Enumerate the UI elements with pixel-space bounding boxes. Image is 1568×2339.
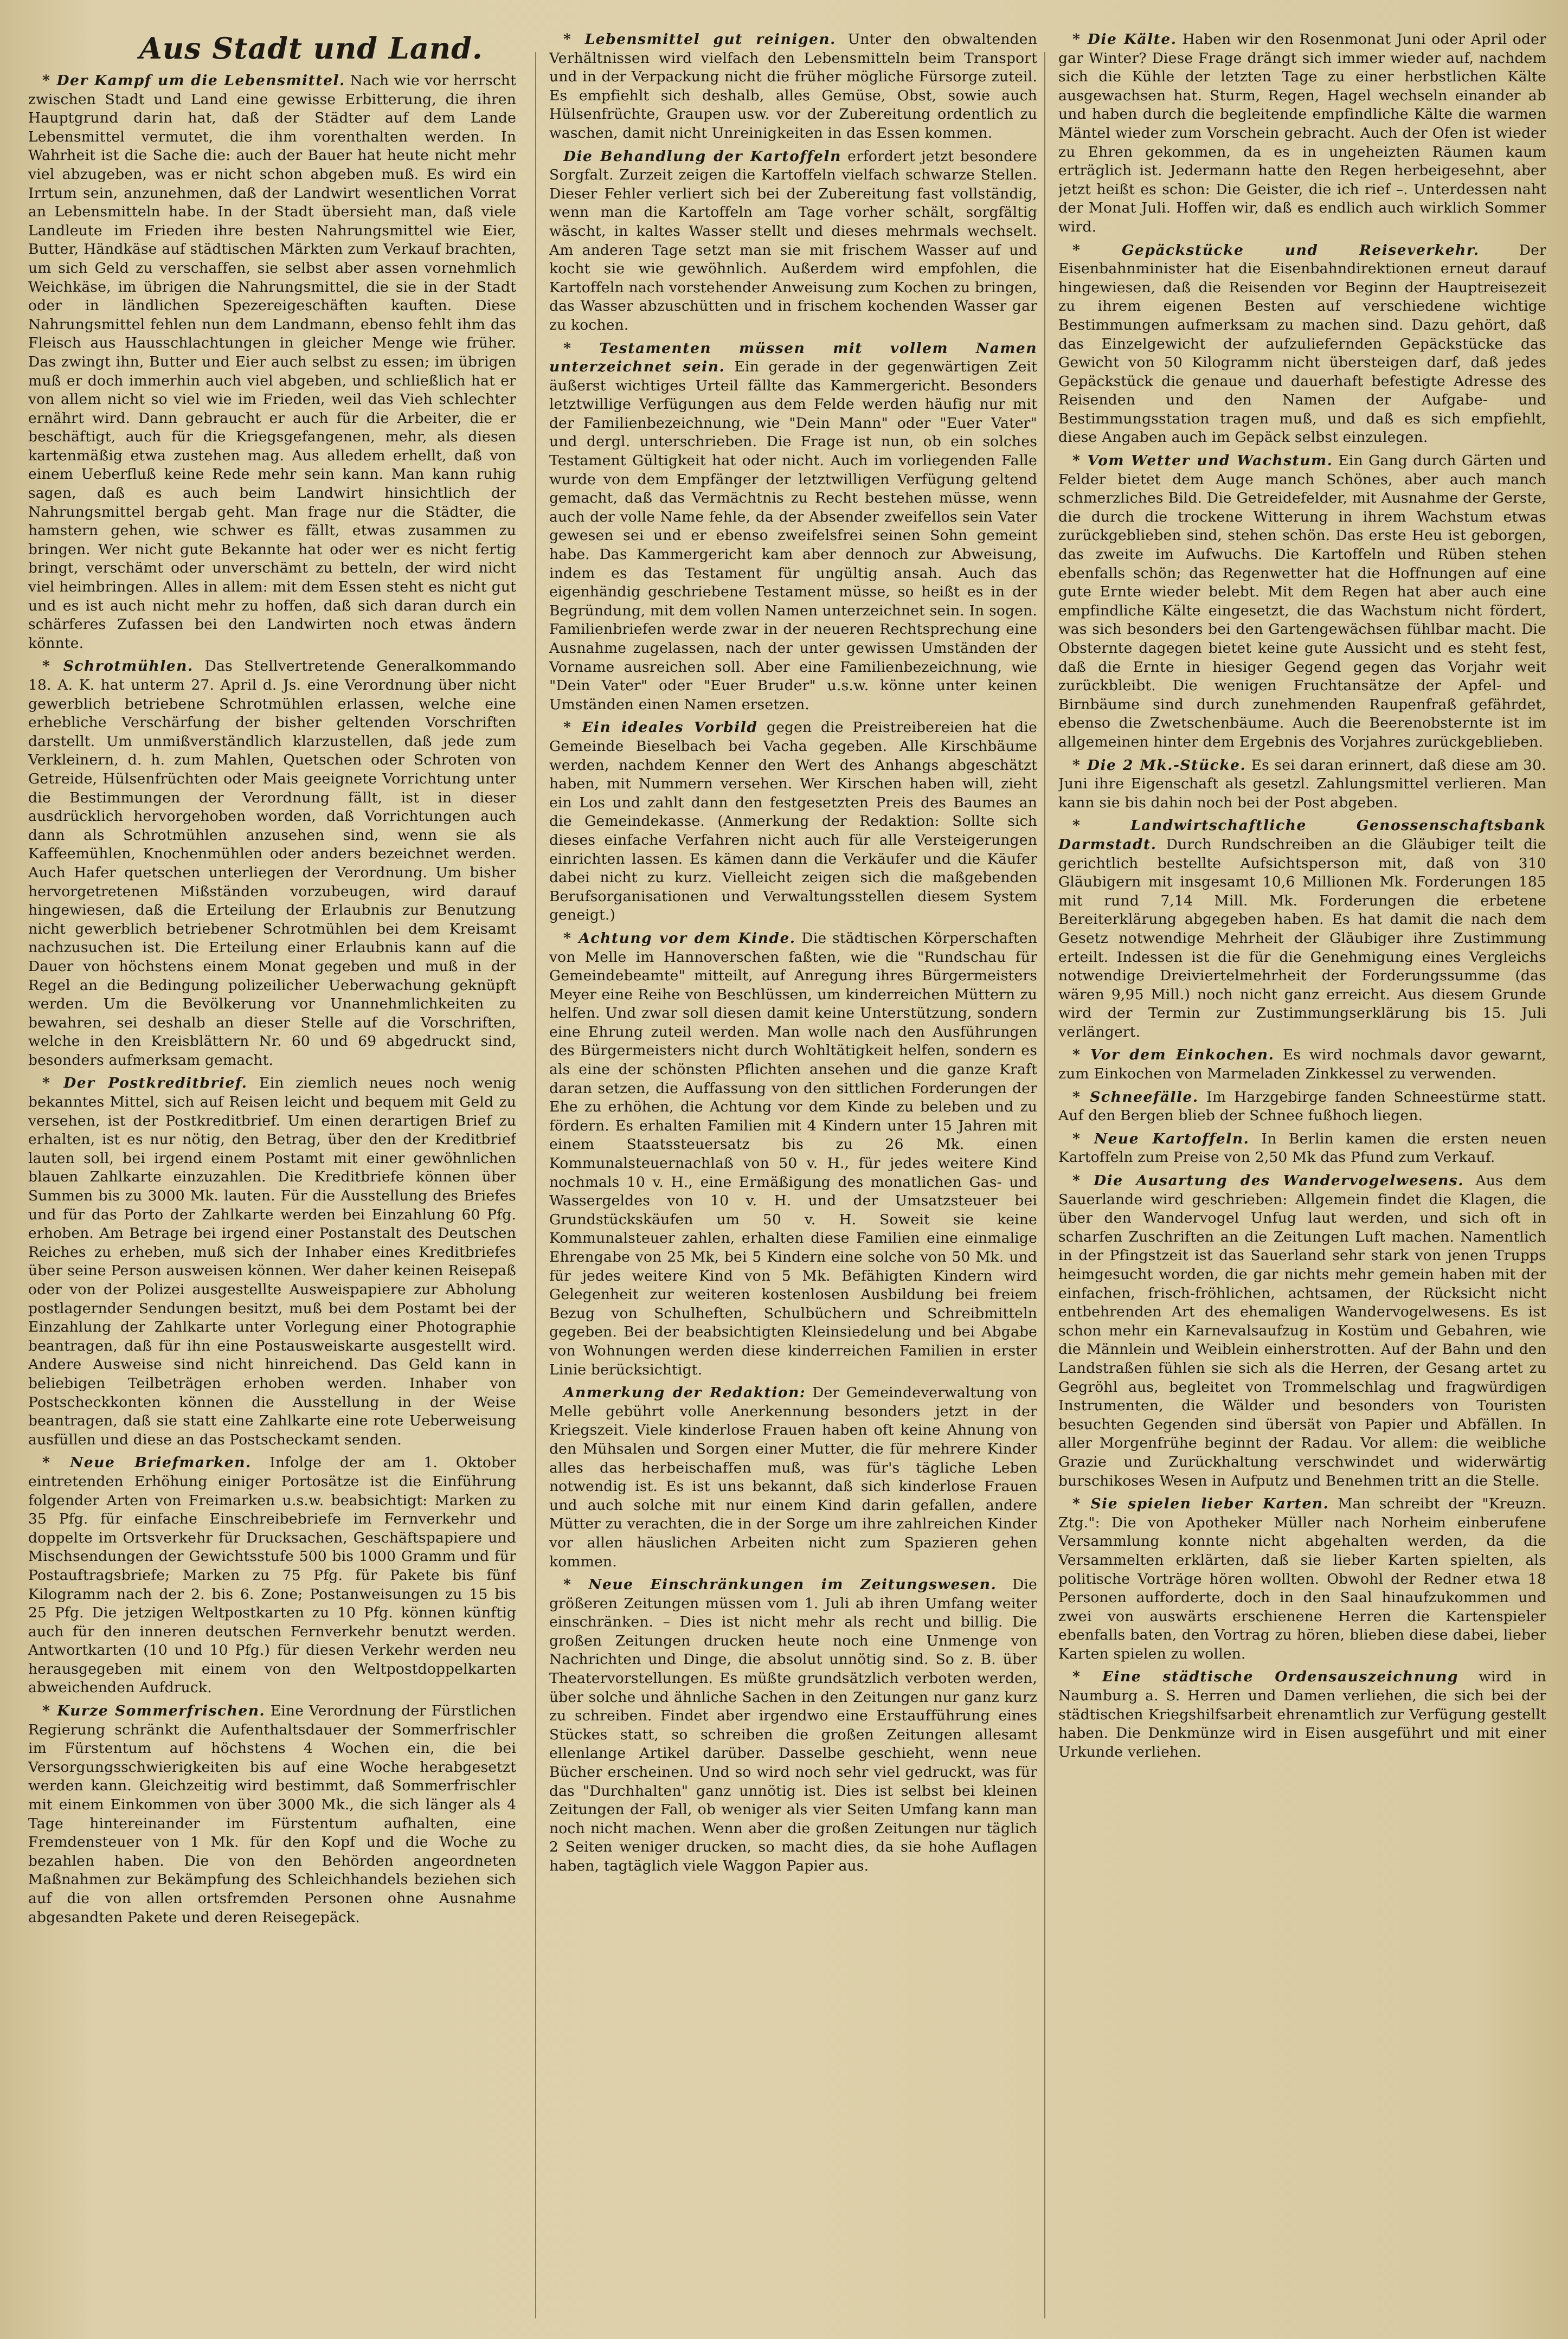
article-body: Durch Rundschreiben an die Gläubiger teilt die gerichtlich bestellte Aufsichtsperson mit, daß von 310 Gläubigern mit insgesamt 10,6 Millionen Mk. Forderungen 185 mit rund 7,14 Mill. Mk. Forderungen die erbetene Bereiterklärung abgegeben haben. Es hat damit die nach dem Gesetz notwendige Mehrheit der Gläubiger ihre Zustimmung erteilt. Indessen ist die für die Genehmigung eines Vergleichs notwendige Dreiviertelmehrheit der Forderungssumme (das wären 9,95 Mill.) noch nicht ganz erreicht. Aus diesem Grunde wird der Termin zur Zustimmungserklärung bis 15. Juli verlängert. [1058,836,1546,1040]
article-body: Die städtischen Körperschaften von Melle im Hannoverschen faßten, wie die "Rundschau für Gemeindebeamte" mitteilt, auf Anregung ihres Bürgermeisters Meyer eine Reihe von Beschlüssen, um kinderreichen Müttern zu helfen. Und zwar soll diesen damit keine Unterstützung, sondern eine Ehrung zuteil werden. Man wolle nach den Ausführungen des Bürgermeisters nicht durch Wohltätigkeit helfen, sondern es als eine der schönsten Pflichten ansehen und die ganze Kraft daran setzen, die Auffassung von den sittlichen Forderungen der Ehe zu erhöhen, die Achtung vor dem Kinde zu beleben und zu fördern. Es erhalten Familien mit 4 Kindern unter 15 Jahren mit einem Staatssteuersatz bis zu 26 Mk. einen Kommunalsteuernachlaß von 50 v. H., für jedes weitere Kind nochmals 10 v. H., eine Ermäßigung des monatlichen Gas- und Wassergeldes von 10 v. H. und der Umsatzsteuer bei Grundstückskäufen um 50 v. H. Soweit sie keine Kommunalsteuer zahlen, erhalten diese Familien eine einmalige Ehrengabe von 25 Mk, bei 5 Kindern eine solche von 50 Mk. und für jedes weitere Kind von 5 Mk. Befähigten Kindern wird Gelegenheit zur weiteren kostenlosen Ausbildung bei freiem Bezug von Schulheften, Schulbüchern und Schreibmitteln gegeben. Bei der beabsichtigten Kleinsiedelung und bei Abgabe von Wohnungen werden diese kinderreichen Familien in erster Linie berücksichtigt. [549,929,1037,1378]
article [549,718,1037,925]
section-heading: Aus Stadt und Land. [139,31,483,66]
article [549,929,1037,1379]
article-title: * Die 2 Mk.-Stücke. [1072,756,1246,774]
article-title: * Der Postkreditbrief. [42,1075,248,1092]
article-body: Der Eisenbahnminister hat die Eisenbahndirektionen erneut darauf hingewiesen, daß die Reisenden vor Beginn der Hauptreisezeit zu ihrem eigenen Besten auf verschiedene wichtige Bestimmungen aufmerksam zu machen sind. Dazu gehört, daß das Einzelgewicht der aufzuliefernden Gepäckstücke das Gewicht von 50 Kilogramm nicht übersteigen darf, daß jedes Gepäckstück die genaue und dauerhaft befestigte Adresse des Reisenden und den Namen der Aufgabe- und Bestimmungsstation tragen muß, und daß es sich empfiehlt, diese Angaben auch im Gepäck selbst einzulegen. [1058,241,1546,446]
article [1058,1046,1546,1083]
article [549,147,1037,335]
article-body: Haben wir den Rosenmonat Juni oder April oder gar Winter? Diese Frage drängt sich immer wieder auf, nachdem sich die Kühle der letzten Tage zu einer herbstlichen Kälte ausgewachsen hat. Sturm, Regen, Hagel wechseln einander ab und haben durch die begleitende empfindliche Kälte die warmen Mäntel wieder zum Vorschein gebracht. Auch der Ofen ist wieder zu Ehren gekommen, da es in ungeheizten Räumen kaum erträglich ist. Jedermann hatte den Regen herbeigesehnt, aber jetzt heißt es schon: Die Geister, die ich rief –. Unterdessen naht der Monat Juli. Hoffen wir, daß es endlich auch wirklich Sommer wird. [1058,31,1546,235]
article [1058,241,1546,448]
article [1058,1172,1546,1490]
article-title: * Sie spielen lieber Karten. [1072,1495,1329,1513]
article-title: * Vor dem Einkochen. [1072,1046,1275,1064]
article-title: * Gepäckstücke und Reiseverkehr. [1072,241,1480,259]
article-body: Aus dem Sauerlande wird geschrieben: Allgemein findet die Klagen, die über den Wandervogel Unfug laut werden, und sich oft in scharfen Zuschriften an die Zeitungen Luft machen. Namentlich in der Pfingstzeit ist das Sauerland sehr stark von jenen Trupps heimgesucht worden, die gar nichts mehr gemein haben mit der einfachen, frisch-fröhlichen, achtsamen, der Rücksicht nicht entbehrenden Art des ehemaligen Wandervogelwesens. Es ist schon mehr ein Karnevalsaufzug in Kostüm und Gebahren, wie die Männlein und Weiblein einherstrotten. Auf der Bahn und den Landstraßen fühlen sie sich als die Herren, der Gesang artet zu Gegröhl aus, begleitet von Trommelschlag und fragwürdigen Instrumenten, die Wälder und besonders von Touristen besuchten Gegenden sind übersät von Papier und Abfällen. In aller Morgenfrühe beginnt der Radau. Vor allem: die weibliche Grazie und Zurückhaltung verschwindet und widerwärtig burschikoses Wesen in Aufputz und Benehmen tritt an die Stelle. [1058,1172,1546,1489]
column-divider [1044,52,1045,2318]
article-title: * Achtung vor dem Kinde. [563,929,796,947]
article-body: erfordert jetzt besondere Sorgfalt. Zurzeit zeigen die Kartoffeln vielfach schwarze Stellen. Dieser Fehler verliert sich bei der Zubereitung fast vollständig, wenn man die Kartoffeln am Tage vorher schält, sorgfältig wäscht, in kaltes Wasser stellt und dieses mehrmals wechselt. Am anderen Tage setzt man sie mit frischem Wasser auf und kocht sie wie gewöhnlich. Außerdem wird empfohlen, die Kartoffeln nach vorstehender Anweisung zum Kochen zu bringen, das Wasser abzuschütten und in frischem kochenden Wasser gar zu kochen. [549,147,1037,333]
column-middle [549,30,1037,2324]
article [1058,1668,1546,1762]
article-title: * Schneefälle. [1072,1088,1199,1106]
article-body: Die größeren Zeitungen müssen vom 1. Juli ab ihren Umfang weiter einschränken. – Dies ist nicht mehr als recht und billig. Die großen Zeitungen drucken heute noch eine Unmenge von Nachrichten und Dinge, die absolut unnötig sind. So z. B. über Theatervorstellungen. Es müßte grundsätzlich verboten werden, über solche und ähnliche Sachen in den Zeitungen nur ganz kurz zu schreiben. Findet aber irgendwo eine Erstaufführung eines Stückes statt, so schreiben die großen Zeitungen allesamt ellenlange Artikel darüber. Dasselbe geschieht, wenn neue Bücher erscheinen. Und so wird noch sehr viel gedruckt, was für das "Durchhalten" ganz unnötig ist. Dies ist selbst bei kleinen Zeitungen der Fall, ob weniger als vier Seiten Umfang kann man noch nicht machen. Wenn aber die großen Zeitungen nur täglich 2 Seiten weniger drucken, so macht dies, da sie hohe Auflagen haben, tagtäglich viele Waggon Papier aus. [549,1576,1037,1874]
article-title: Anmerkung der Redaktion: [563,1384,806,1402]
article-body: Nach wie vor herrscht zwischen Stadt und Land eine gewisse Erbitterung, die ihren Hauptgrund darin hat, daß der Städter auf dem Lande Lebensmittel vermutet, die ihm vorenthalten werden. In Wahrheit ist die Sache die: auch der Bauer hat heute nicht mehr viel abzugeben, was er nicht schon abgeben muß. Es wird ein Irrtum sein, anzunehmen, daß der Landwirt wesentlichen Vorrat an Lebensmitteln habe. In der Stadt übersieht man, daß viele Landleute im Frieden ihre besten Nahrungsmittel wie Eier, Butter, Händkäse auf städtischen Märkten zum Verkauf brachten, um sich Geld zu verschaffen, sie selbst aber assen vornehmlich Weichkäse, im übrigen die Nahrungsmittel, die sie in der Stadt oder in ländlichen Spezereigeschäften kauften. Diese Nahrungsmittel fehlen nun dem Landmann, ebenso fehlt ihm das Fleisch aus Hausschlachtungen in gleicher Menge wie früher. Das zwingt ihn, Butter und Eier auch selbst zu essen; im übrigen muß er doch immerhin auch viel abgeben, und schließlich hat er von allem nicht so viel wie im Frieden, weil das Vieh schlechter ernährt wird. Dann gebraucht er auch für die Arbeiter, die er beschäftigt, auch für die Kriegsgefangenen, mehr, als diesen kartenmäßig etwa zustehen mag. Aus alledem erhellt, daß von einem Ueberfluß keine Rede mehr sein kann. Man kann ruhig sagen, daß es auch beim Landwirt hinsichtlich der Nahrungsmittel bergab geht. Man frage nur die Städter, die hamstern gehen, wie schwer es fällt, etwas zusammen zu bringen. Wer nicht gute Bekannte hat oder wer es nicht fertig bringt, verschämt oder unverschämt zu betteln, der wird nicht viel heimbringen. Alles in allem: mit dem Essen steht es nicht gut und es ist auch nicht mehr zu hoffen, daß sich daran durch ein schärferes Zufassen bei den Landwirten noch etwas ändern könnte. [28,72,516,652]
article-title: * Ein ideales Vorbild [563,719,758,736]
article-title: * Vom Wetter und Wachstum. [1072,452,1333,470]
article-title: Die Behandlung der Kartoffeln [563,147,841,165]
article-body: Das Stellvertretende Generalkommando 18. A. K. hat unterm 27. April d. Js. eine Verordnung über nicht gewerblich betriebene Schrotmühlen erlassen, welche eine erhebliche Verschärfung der bisher geltenden Vorschriften darstellt. Um unmißverständlich klarzustellen, daß jede zum Verkleinern, d. h. zum Mahlen, Quetschen oder Schroten von Getreide, Hülsenfrüchten oder Mais geeignete Vorrichtung unter die Bestimmungen der Verordnung fällt, ist in dieser ausdrücklich hervorgehoben worden, daß Vorrichtungen auch dann als Schrotmühlen anzusehen sind, wenn sie als Kaffeemühlen, Knochenmühlen oder anders bezeichnet werden. Auch Hafer quetschen unterliegen der Verordnung. Um bisher hervorgetretenen Mißständen vorzubeugen, wird darauf hingewiesen, daß die Erteilung der Erlaubnis zur Benutzung nicht gewerblich betriebener Schrotmühlen bei dem Kreisamt nachzusuchen ist. Die Erteilung einer Erlaubnis kann auf die Dauer von höchstens einem Monat gegeben und muß in der Regel an die Bedingung polizeilicher Ueberwachung geknüpft werden. Um die Bevölkerung vor Unannehmlichkeiten zu bewahren, sei deshalb an dieser Stelle auf die Vorschriften, welche in den Kreisblättern Nr. 60 und 69 abgedruckt sind, besonders aufmerksam gemacht. [28,658,516,1069]
article-body: Ein ziemlich neues noch wenig bekanntes Mittel, sich auf Reisen leicht und bequem mit Geld zu versehen, ist der Postkreditbrief. Um einen derartigen Brief zu erhalten, ist es nur nötig, den Betrag, über den der Kreditbrief lauten soll, bei irgend einem Postamt mit einer gewöhnlichen blauen Zahlkarte einzuzahlen. Die Kreditbriefe können über Summen bis zu 3000 Mk. lauten. Für die Ausstellung des Briefes und für das Porto der Zahlkarte werden bei Einzahlung 60 Pfg. erhoben. Am Betrage bei irgend einer Postanstalt des Deutschen Reiches zu erheben, muß sich der Inhaber eines Kreditbriefes über seine Person ausweisen können. Wer daher keinen Reisepaß oder von der Polizei ausgestellte Ausweispapiere zur Abholung postlagernder Sendungen besitzt, muß bei dem Postamt bei der Einzahlung der Zahlkarte unter Vorlegung einer Photographie beantragen, daß für ihn eine Postausweiskarte ausgestellt wird. Andere Ausweise sind nicht hinreichend. Das Geld kann in beliebigen Teilbeträgen erhoben werden. Inhaber von Postscheckkonten können die Ausstellung in der Weise beantragen, daß sie statt eine Zahlkarte eine rote Ueberweisung ausfüllen und diese an das Postscheckamt senden. [28,1075,516,1448]
article [549,30,1037,143]
article-body: Im Harzgebirge fanden Schneestürme statt. Auf den Bergen blieb der Schnee fußhoch liegen. [1058,1088,1546,1124]
article [1058,452,1546,752]
article-body: Es sei daran erinnert, daß diese am 30. Juni ihre Eigenschaft als gesetzl. Zahlungsmittel verlieren. Man kann sie bis dahin noch bei der Post abgeben. [1058,756,1546,811]
article-title: * Kurze Sommerfrischen. [42,1702,266,1720]
article-body: Unter den obwaltenden Verhältnissen wird vielfach den Lebensmitteln beim Transport und in der Verpackung nicht die früher mögliche Fürsorge zuteil. Es empfiehlt sich deshalb, alles Gemüse, Obst, sowie auch Hülsenfrüchte, Graupen usw. vor der Zubereitung ordentlich zu waschen, damit nicht Unreinigkeiten in das Essen kommen. [549,31,1037,142]
article [28,657,516,1070]
article [1058,1088,1546,1126]
article [549,1576,1037,1876]
article-body: Ein gerade in der gegenwärtigen Zeit äußerst wichtiges Urteil fällte das Kammergericht. Besonders letztwillige Verfügungen aus dem Felde werden häufig nur mit der Familienbezeichnung, wie "Dein Mann" oder "Euer Vater" und dergl. unterschrieben. Die Frage ist nun, ob ein solches Testament Gültigkeit hat oder nicht. Auch im vorliegenden Falle wurde von dem Empfänger der letztwilligen Verfügung geltend gemacht, daß das Vermächtnis zu Recht bestehen müsse, wenn auch der volle Name fehle, da der Absender zweifellos sein Vater gewesen sei und er ebenso zweifelsfrei seinen Sohn gemeint habe. Das Kammergericht kam aber dennoch zur Abweisung, indem es das Testament für ungültig ansah. Auch das eigenhändig geschriebene Testament müsse, so heißt es in der Begründung, mit dem vollen Namen unterzeichnet sein. In sogen. Familienbriefen werde zwar in der neueren Rechtsprechung eine Ausnahme zugelassen, nach der unter gewissen Umständen der Vorname ausreichen soll. Aber eine Familienbezeichnung, wie "Dein Vater" oder "Euer Bruder" u.s.w. könne unter keinen Umständen einen Namen ersetzen. [549,358,1037,713]
article-body: Man schreibt der "Kreuzn. Ztg.": Die von Apotheker Müller nach Norheim einberufene Versammlung konnte nicht abgehalten werden, da die Versammelten erklärten, daß sie lieber Karten spielten, als politische Vorträge hören wollten. Obwohl der Redner etwa 18 Personen aufforderte, doch in den Saal hinaufzukommen und zwei von auswärts erschienene Herren die Kartenspieler ebenfalls baten, den Vortrag zu hören, blieben diese dabei, lieber Karten spielen zu wollen. [1058,1495,1546,1662]
article-title: * Der Kampf um die Lebensmittel. [42,72,345,89]
article-title: * Die Ausartung des Wandervogelwesens. [1072,1172,1464,1190]
article [28,1702,516,1927]
article [1058,30,1546,237]
article-body: In Berlin kamen die ersten neuen Kartoffeln zum Preise von 2,50 Mk das Pfund zum Verkauf. [1058,1130,1546,1166]
article-body: Infolge der am 1. Oktober eintretenden Erhöhung einiger Portosätze ist die Einführung folgender Arten von Freimarken u.s.w. beabsichtigt: Marken zu 35 Pfg. für einfache Einschreibebriefe im Fernverkehr und doppelte im Ortsverkehr für Drucksachen, Geschäftspapiere und Mischsendungen der Gewichtsstufe 500 bis 1000 Gramm und für Postauftragsbriefe; Marken zu 75 Pfg. für Pakete bis fünf Kilogramm nach der 2. bis 6. Zone; Postanweisungen zu 15 bis 25 Pfg. Die jetzigen Weltpostkarten zu 10 Pfg. können künftig auch für den inneren deutschen Fernverkehr benutzt werden. Antwortkarten (10 und 10 Pfg.) für diesen Verkehr werden neu herausgegeben mit einem von den Weltpostdoppelkarten abweichenden Aufdruck. [28,1454,516,1697]
article [1058,1495,1546,1663]
column-left [28,30,516,2324]
article-body: Ein Gang durch Gärten und Felder bietet dem Auge manch Schönes, aber auch manch schmerzliches Bild. Die Getreidefelder, mit Ausnahme der Gerste, die durch die trockene Witterung in ihrem Wachstum etwas zurückgeblieben sind, stehen schön. Das erste Heu ist geborgen, das zweite im Aufwuchs. Die Kartoffeln und Rüben stehen ebenfalls schön; das Regenwetter hat die Hoffnungen auf eine gute Ernte wieder belebt. Mit dem Regen hat aber auch eine empfindliche Kälte eingesetzt, die das Wachstum nicht fördert, was sich besonders bei den Gartengewächsen fühlbar macht. Die Obsternte dagegen bietet keine gute Aussicht und es steht fest, daß die Ernte in hiesiger Gegend gegen das Vorjahr weit zurückbleibt. Die wenigen Fruchtansätze der Apfel- und Birnbäume sind durch zunehmenden Raupenfraß gefährdet, ebenso die Zwetschenbäume. Auch die Beerenobsternte ist im allgemeinen hinter dem Ergebnis des Vorjahres zurückgeblieben. [1058,452,1546,750]
article-body: Eine Verordnung der Fürstlichen Regierung schränkt die Aufenthaltsdauer der Sommerfrischler im Fürstentum auf höchstens 4 Wochen ein, die bei Versorgungsschwierigkeiten bis auf eine Woche herabgesetzt werden kann. Gleichzeitig wird bestimmt, daß Sommerfrischler mit einem Einkommen von über 3000 Mk., die sich länger als 4 Tage hintereinander im Fürstentum aufhalten, eine Fremdensteuer von 1 Mk. für den Kopf und die Woche zu bezahlen haben. Die von den Behörden angeordneten Maßnahmen zur Bekämpfung des Schleichhandels beziehen sich auf die von allen ortsfremden Personen ohne Ausnahme abgesandten Pakete und deren Reisegepäck. [28,1702,516,1926]
article-title: * Testamenten müssen mit vollem Namen unterzeichnet sein. [549,339,1037,376]
article-title: * Landwirtschaftliche Genossenschaftsbank Darmstadt. [1058,817,1546,853]
article-body: Es wird nochmals davor gewarnt, zum Einkochen von Marmeladen Zinkkessel zu verwenden. [1058,1046,1546,1083]
column-divider [535,52,536,2318]
article-title: * Neue Briefmarken. [42,1454,252,1471]
article [28,1074,516,1449]
column-right [1058,30,1546,2324]
article [28,1454,516,1698]
article-body: gegen die Preistreibereien hat die Gemeinde Bieselbach bei Vacha gegeben. Alle Kirschbäume werden, nachdem Kenner den Wert des Anhangs abgeschätzt haben, mit Nummern versehen. Wer Kirschen haben will, zieht ein Los und zahlt dann den festgesetzten Preis des Baumes an die Gemeindekasse. (Anmerkung der Redaktion: Sollte sich dieses einfache Verfahren nicht auch für alle Versteigerungen einrichten lassen. Es kämen dann die Verkäufer und die Käufer dabei nicht zu kurz. Vielleicht zeigen sich die maßgebenden Berufsorganisationen und Verwaltungsstellen diesem System geneigt.) [549,719,1037,924]
article [1058,1130,1546,1167]
article-body: wird in Naumburg a. S. Herren und Damen verliehen, die sich bei der städtischen Kriegshilfsarbeit ehrenamtlich zur Verfügung gestellt haben. Die Denkmünze wird in Eisen ausgeführt und mit einer Urkunde verliehen. [1058,1668,1546,1760]
article [1058,817,1546,1042]
article-title: * Lebensmittel gut reinigen. [563,31,836,48]
article-body: Der Gemeindeverwaltung von Melle gebührt volle Anerkennung besonders jetzt in der Kriegszeit. Viele kinderlose Frauen haben oft keine Ahnung von den Mühsalen und Sorgen einer Mutter, die für mehrere Kinder alles das herbeischaffen muß, was für's tägliche Leben notwendig ist. Es ist uns bekannt, daß sich kinderlose Frauen und auch solche mit nur einem Kind darin gefallen, andere Mütter zu verachten, die in der Sorge um ihre zahlreichen Kinder vor allen häuslichen Arbeiten nicht zum Spazieren gehen kommen. [549,1384,1037,1570]
article [549,1384,1037,1571]
article-title: * Eine städtische Ordensauszeichnung [1072,1668,1459,1686]
article-title: * Schrotmühlen. [42,658,194,675]
article [28,72,516,653]
article-title: * Die Kälte. [1072,31,1177,48]
article-title: * Neue Einschränkungen im Zeitungswesen. [563,1576,997,1593]
article-title: * Neue Kartoffeln. [1072,1130,1250,1147]
article [1058,756,1546,813]
article [549,339,1037,715]
